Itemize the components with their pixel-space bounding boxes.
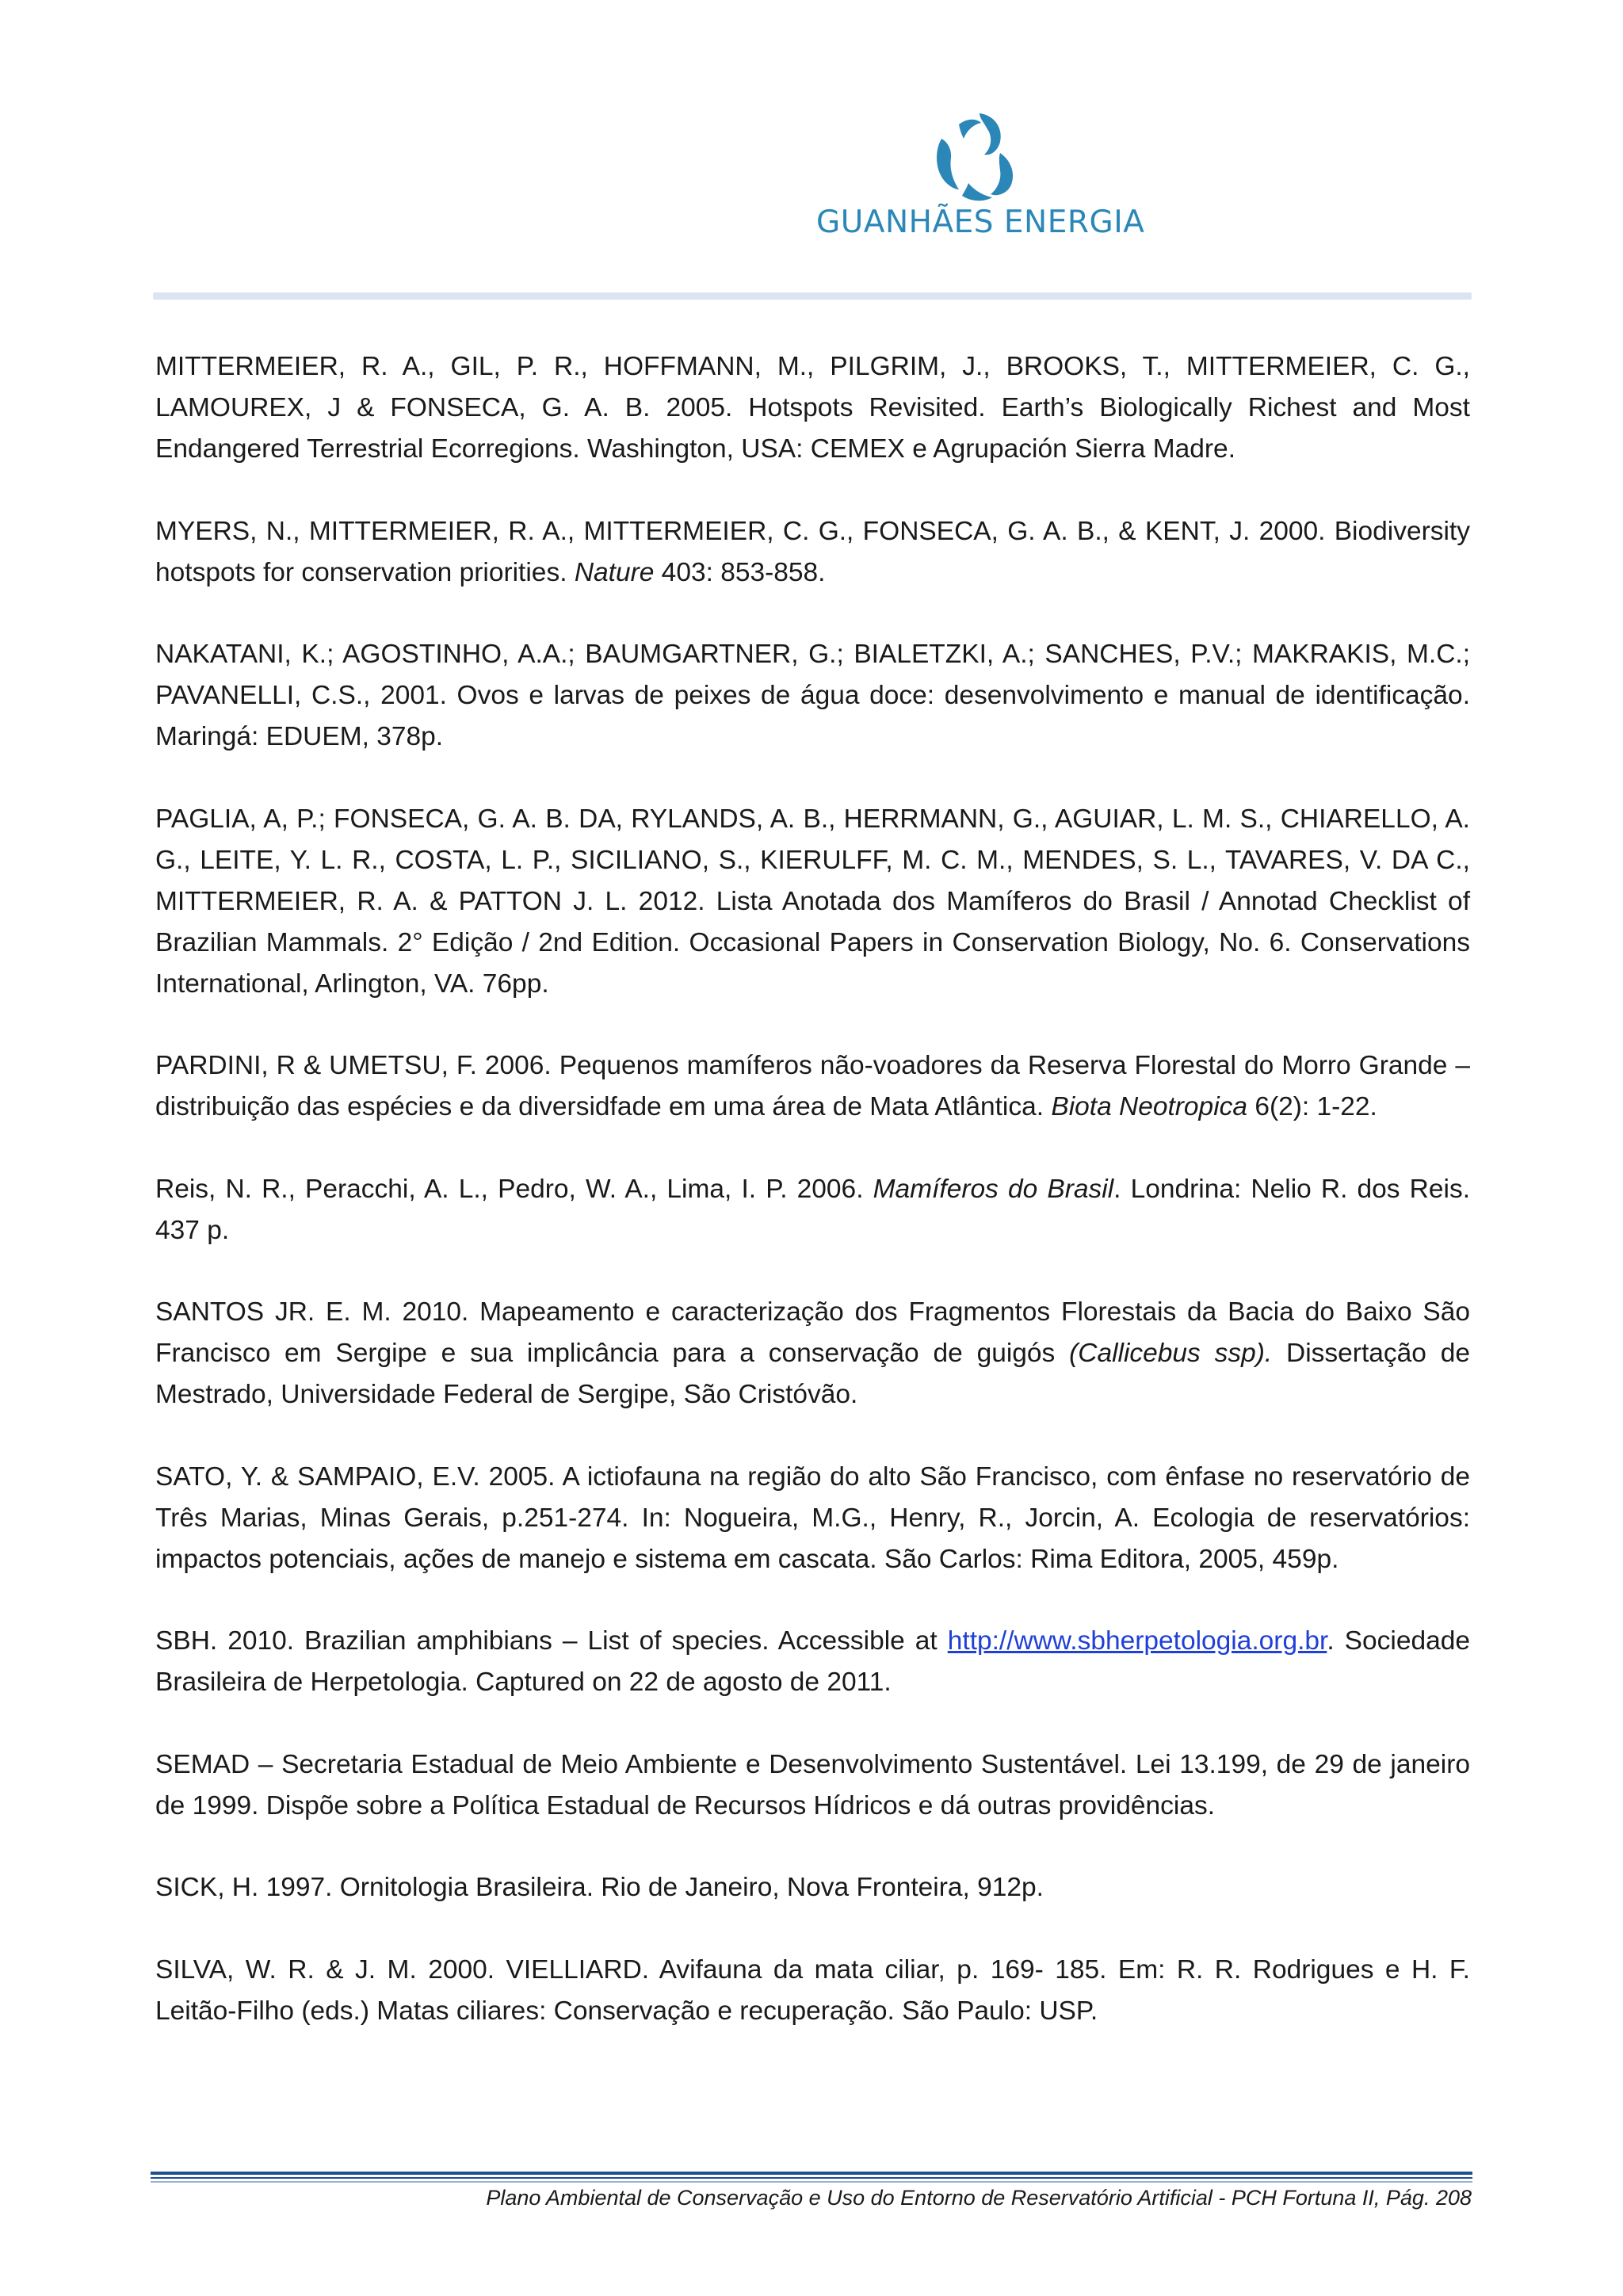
company-logo xyxy=(816,107,1145,246)
footer-divider-light xyxy=(151,2181,1472,2183)
reference-text: . Sociedade Brasileira de Herpetologia. Captured on 22 de agosto de 2011. xyxy=(155,1626,1470,1697)
reference-text: 6(2): 1-22. xyxy=(1247,1092,1377,1121)
reference-text: 403: 853-858. xyxy=(654,557,826,587)
reference-text: NAKATANI, K.; AGOSTINHO, A.A.; BAUMGARTNER, G.; BIALETZKI, A.; SANCHES, P.V.; MAKRAKIS, M.C.; PAVANELLI, C.S., 2001. Ovos e larvas de peixes de água doce: desenvolvimento e manual de identificação. Maringá: EDUEM, 378p. xyxy=(155,640,1470,751)
reference-text: Reis, N. R., Peracchi, A. L., Pedro, W. A., Lima, I. P. 2006. xyxy=(155,1174,873,1204)
reference-text: SATO, Y. & SAMPAIO, E.V. 2005. A ictiofauna na região do alto São Francisco, com ênfase no reservatório de Três Marias, Minas Gerais, p.251-274. In: Nogueira, M.G., Henry, R., Jorcin, A. Ecologia de reservatórios: impactos potenciais, ações de manejo e sistema em cascata. São Carlos: Rima Editora, 2005, 459p. xyxy=(155,1461,1470,1574)
reference-entry xyxy=(155,799,1470,1005)
reference-text: PARDINI, R & UMETSU, F. 2006. Pequenos mamíferos não-voadores da Reserva Florestal do Morro Grande – distribuição das espécies e da diversidfade em uma área de Mata Atlântica. xyxy=(155,1051,1470,1121)
reference-text: SANTOS JR. E. M. 2010. Mapeamento e caracterização dos Fragmentos Florestais da Bacia do Baixo São Francisco em Sergipe e sua implicância para a conservação de guigós xyxy=(155,1297,1470,1368)
reference-italic-text: Biota Neotropica xyxy=(1051,1092,1248,1121)
reference-text: SILVA, W. R. & J. M. 2000. VIELLIARD. Avifauna da mata ciliar, p. 169- 185. Em: R. R. Rodrigues e H. F. Leitão-Filho (eds.) Matas ciliares: Conservação e recuperação. São Paulo: USP. xyxy=(155,1954,1470,2026)
reference-text: SBH. 2010. Brazilian amphibians – List of species. Accessible at xyxy=(155,1626,948,1656)
reference-entry xyxy=(155,1621,1470,1703)
reference-text: Dissertação de Mestrado, Universidade Federal de Sergipe, São Cristóvão. xyxy=(155,1339,1470,1409)
reference-link[interactable]: http://www.sbherpetologia.org.br xyxy=(947,1626,1327,1656)
reference-text: MYERS, N., MITTERMEIER, R. A., MITTERMEIER, C. G., FONSECA, G. A. B., & KENT, J. 2000. Biodiversity hotspots for conservation priorities. xyxy=(155,516,1470,587)
reference-list xyxy=(155,346,1470,2073)
reference-entry xyxy=(155,634,1470,758)
reference-italic-text: Nature xyxy=(574,557,655,587)
guanhaes-swirl-icon xyxy=(911,107,1030,210)
reference-text: SICK, H. 1997. Ornitologia Brasileira. Rio de Janeiro, Nova Fronteira, 912p. xyxy=(155,1873,1044,1902)
page-footer: Plano Ambiental de Conservação e Uso do Entorno de Reservatório Artificial - PCH Fortuna II, Pág. 208 xyxy=(486,2186,1472,2210)
reference-entry xyxy=(155,511,1470,594)
footer-divider-thin xyxy=(151,2177,1472,2179)
reference-entry xyxy=(155,1457,1470,1580)
reference-text: SEMAD – Secretaria Estadual de Meio Ambiente e Desenvolvimento Sustentável. Lei 13.199, de 29 de janeiro de 1999. Dispõe sobre a Política Estadual de Recursos Hídricos e dá outras providências. xyxy=(155,1749,1470,1820)
logo-text: GUANHÃES ENERGIA xyxy=(816,204,1145,240)
reference-italic-text: (Callicebus ssp). xyxy=(1069,1339,1273,1368)
reference-entry xyxy=(155,1950,1470,2032)
reference-entry xyxy=(155,1867,1470,1908)
reference-entry xyxy=(155,1169,1470,1251)
reference-entry xyxy=(155,346,1470,470)
reference-italic-text: Mamíferos do Brasil xyxy=(873,1174,1114,1204)
reference-text: PAGLIA, A, P.; FONSECA, G. A. B. DA, RYLANDS, A. B., HERRMANN, G., AGUIAR, L. M. S., CHIARELLO, A. G., LEITE, Y. L. R., COSTA, L. P., SICILIANO, S., KIERULFF, M. C. M., MENDES, S. L., TAVARES, V. DA C., MITTERMEIER, R. A. & PATTON J. L. 2012. Lista Anotada dos Mamíferos do Brasil / Annotad Checklist of Brazilian Mammals. 2° Edição / 2nd Edition. Occasional Papers in Conservation Biology, No. 6. Conservations International, Arlington, VA. 76pp. xyxy=(155,804,1470,999)
reference-entry xyxy=(155,1045,1470,1128)
header-divider xyxy=(153,292,1472,300)
reference-text: MITTERMEIER, R. A., GIL, P. R., HOFFMANN, M., PILGRIM, J., BROOKS, T., MITTERMEIER, C. G., LAMOUREX, J & FONSECA, G. A. B. 2005. Hotspots Revisited. Earth’s Biologically Richest and Most Endangered Terrestrial Ecorregions. Washington, USA: CEMEX e Agrupación Sierra Madre. xyxy=(155,352,1470,464)
reference-text: . Londrina: Nelio R. dos Reis. 437 p. xyxy=(155,1174,1471,1245)
reference-entry xyxy=(155,1744,1470,1827)
reference-entry xyxy=(155,1292,1470,1415)
footer-divider xyxy=(151,2172,1472,2175)
